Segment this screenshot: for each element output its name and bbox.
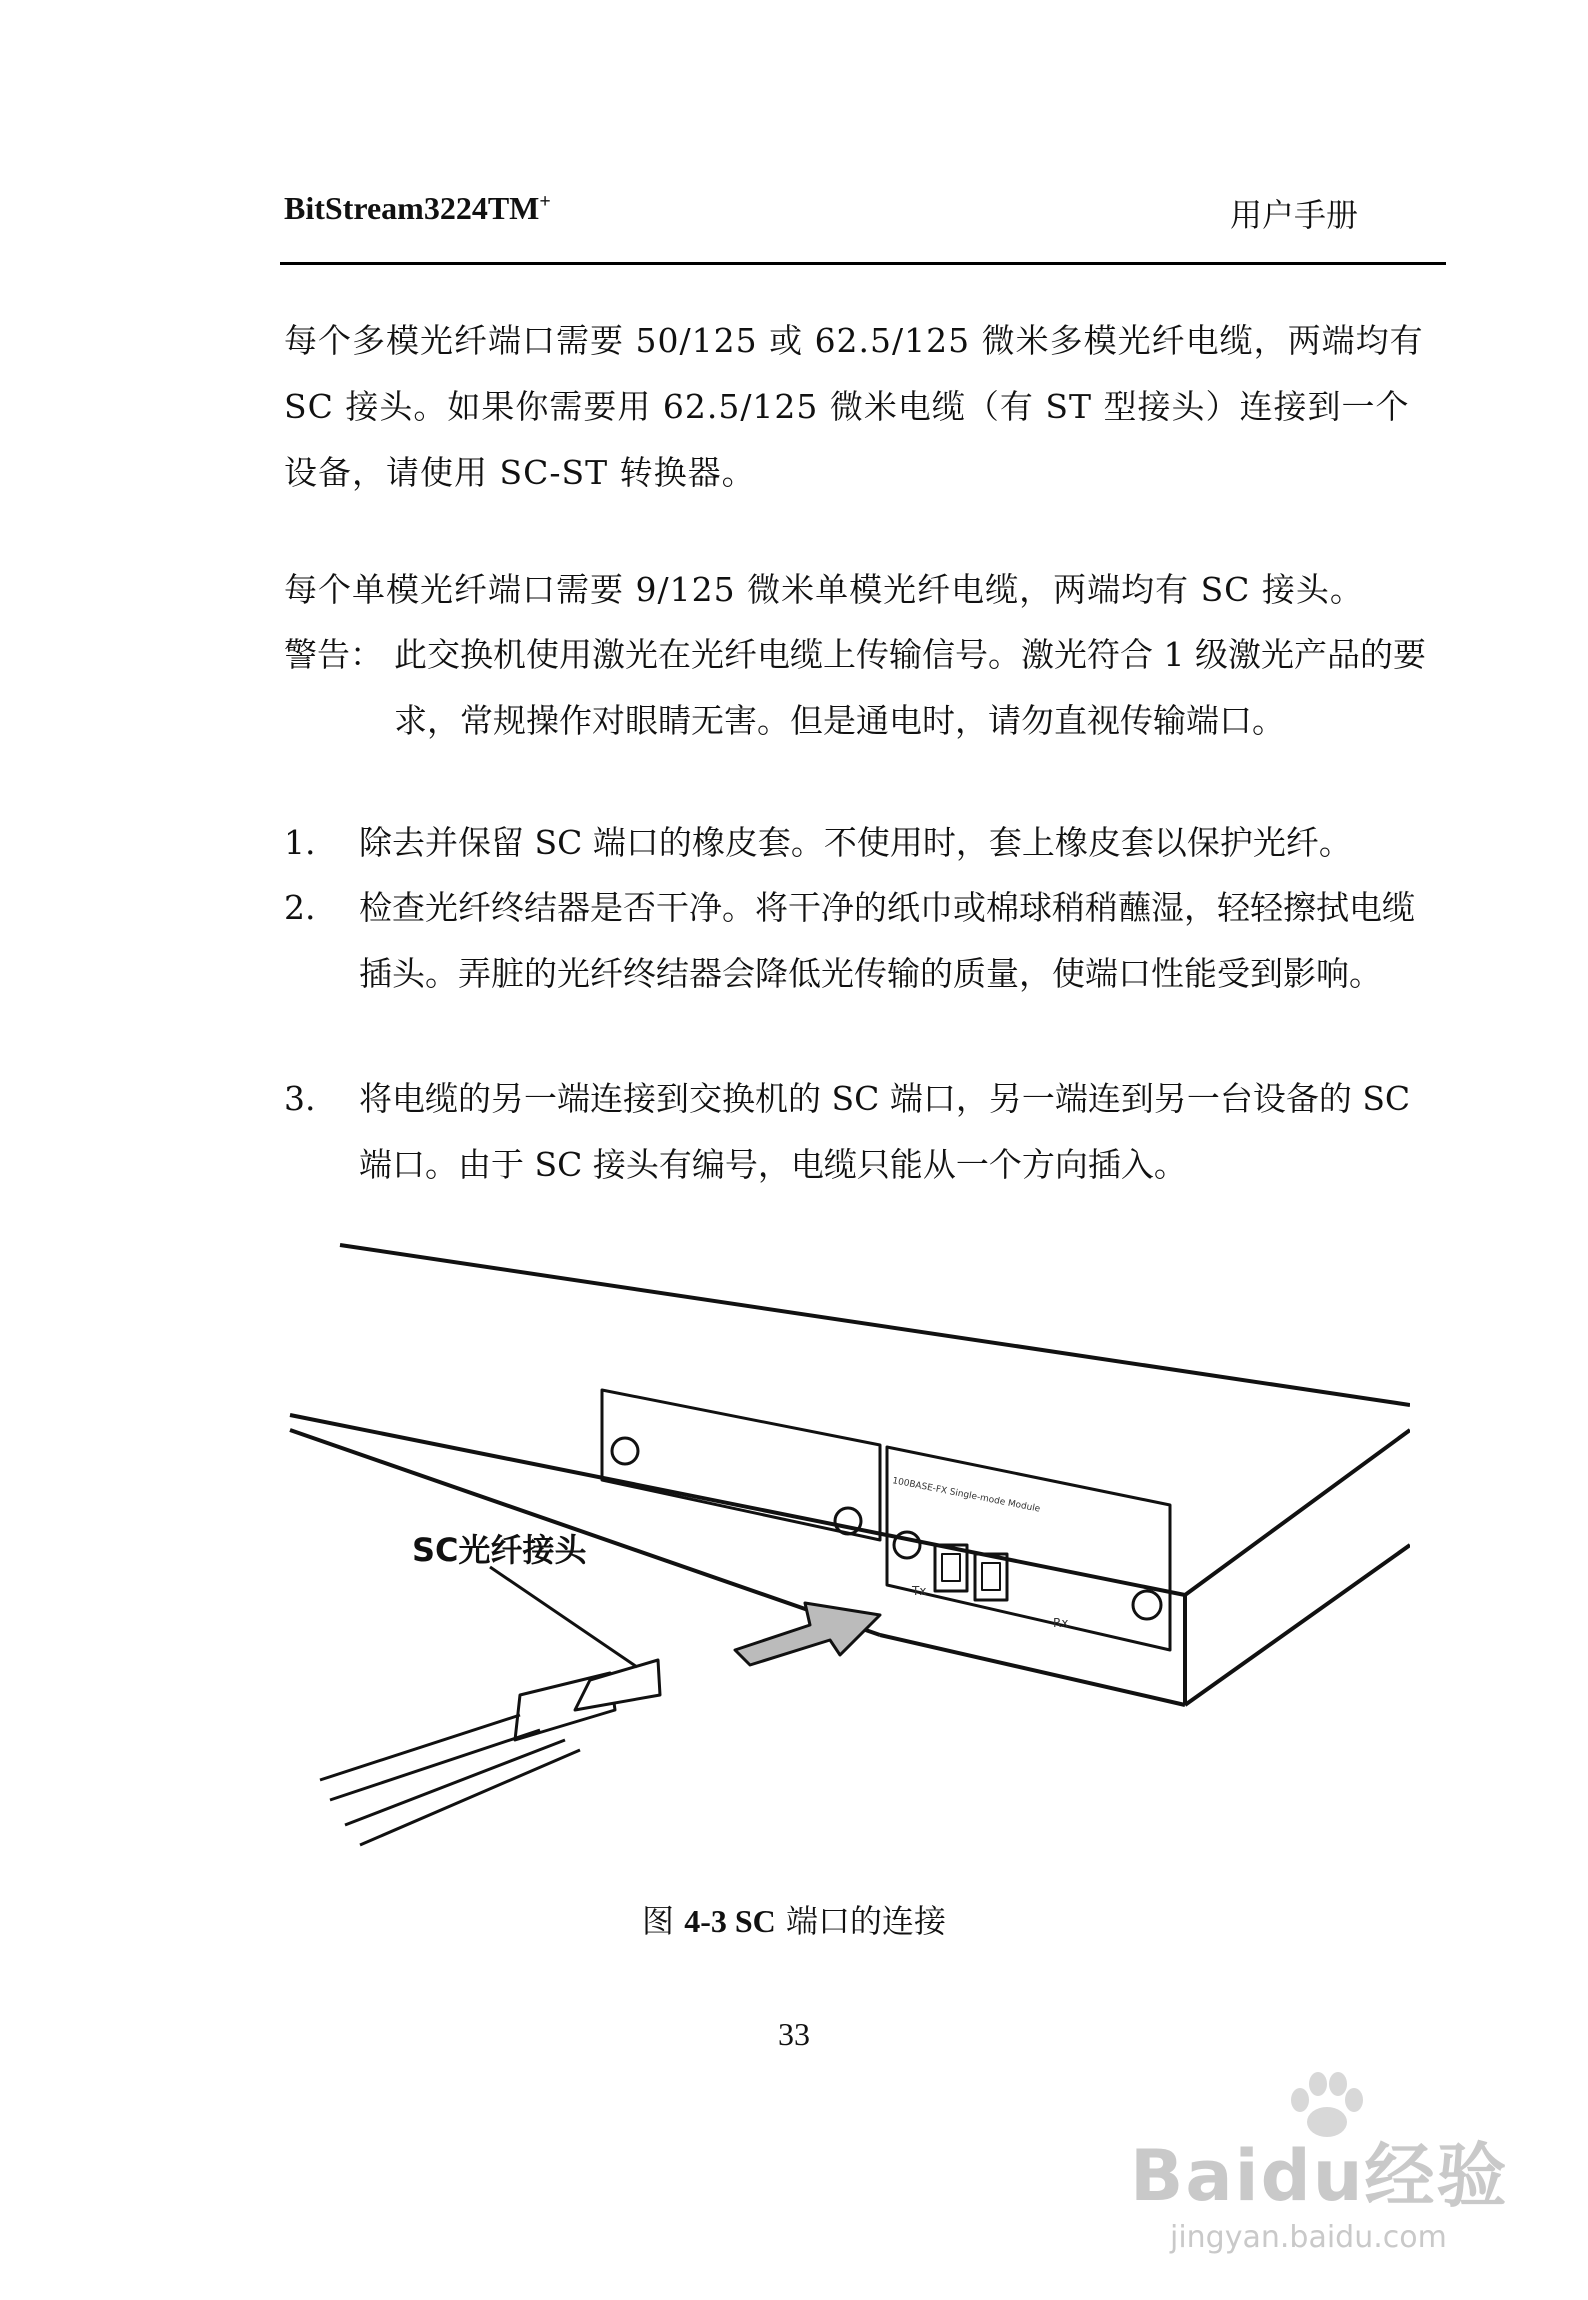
screw-icon: [835, 1508, 861, 1534]
screw-icon: [894, 1532, 920, 1558]
switch-top-edge: [340, 1245, 1410, 1405]
step-item: [284, 875, 1432, 1007]
module-label: 100BASE-FX Single-mode Module: [891, 1476, 1041, 1515]
rx-label: Rx: [1053, 1616, 1069, 1630]
watermark-brand: Baidu经验: [1130, 2135, 1509, 2217]
insert-arrow-icon: [735, 1603, 880, 1665]
caption-number: 4-3 SC: [684, 1903, 776, 1939]
step-number: 2.: [284, 888, 316, 927]
header-product-sup: +: [539, 190, 551, 213]
warning-block: [284, 622, 1432, 754]
callout-label: SC光纤接头: [412, 1531, 587, 1569]
step-number: 1.: [284, 823, 316, 862]
paragraph-singlemode: 每个单模光纤端口需要 9/125 微米单模光纤电缆，两端均有 SC 接头。: [284, 570, 1364, 609]
screw-icon: [1133, 1591, 1161, 1619]
warning-text: 此交换机使用激光在光纤电缆上传输信号。激光符合 1 级激光产品的要求，常规操作对眼睛无害。但是通电时，请勿直视传输端口。: [394, 635, 1426, 740]
step-item: [284, 1066, 1432, 1198]
switch-front-bottom-edge-right: [880, 1635, 1185, 1705]
step-item: [284, 810, 1432, 876]
callout-line: [490, 1567, 637, 1667]
sc-port-tx-inner: [942, 1554, 960, 1581]
figure-caption: 图 4-3 SC 端口的连接: [642, 1902, 946, 1940]
warning-label: 警告：: [284, 635, 383, 674]
header-divider: [280, 262, 1446, 265]
fiber-module-panel: [887, 1447, 1170, 1650]
blank-module-panel: [602, 1390, 880, 1540]
sc-port-connection-figure: [280, 1225, 1410, 1875]
page-number: 33: [778, 2016, 810, 2052]
tx-label: Tx: [912, 1584, 927, 1598]
screw-icon: [612, 1438, 638, 1464]
fiber-cable: [360, 1750, 580, 1845]
step-text: 除去并保留 SC 端口的橡皮套。不使用时，套上橡皮套以保护光纤。: [359, 823, 1352, 862]
paragraph-multimode: 每个多模光纤端口需要 50/125 或 62.5/125 微米多模光纤电缆，两端均有 SC 接头。如果你需要用 62.5/125 微米电缆（有 ST 型接头）连接到一个设备，请使用 SC-ST 转换器。: [284, 321, 1424, 492]
sc-port-rx: [975, 1554, 1007, 1600]
sc-port-rx-inner: [982, 1563, 1000, 1590]
step-text: 将电缆的另一端连接到交换机的 SC 端口，另一端连到另一台设备的 SC 端口。由于 SC 接头有编号，电缆只能从一个方向插入。: [359, 1079, 1411, 1184]
header-product: BitStream3224TM+: [284, 190, 551, 226]
watermark-url: jingyan.baidu.com: [1170, 2220, 1447, 2255]
baidu-watermark: [1130, 2070, 1510, 2270]
step-number: 3.: [284, 1079, 316, 1118]
sc-connector-latch: [575, 1660, 660, 1710]
header-doc-type: 用户手册: [1230, 196, 1359, 234]
step-text: 检查光纤终结器是否干净。将干净的纸巾或棉球稍稍蘸湿，轻轻擦拭电缆插头。弄脏的光纤终结器会降低光传输的质量，使端口性能受到影响。: [359, 888, 1415, 993]
